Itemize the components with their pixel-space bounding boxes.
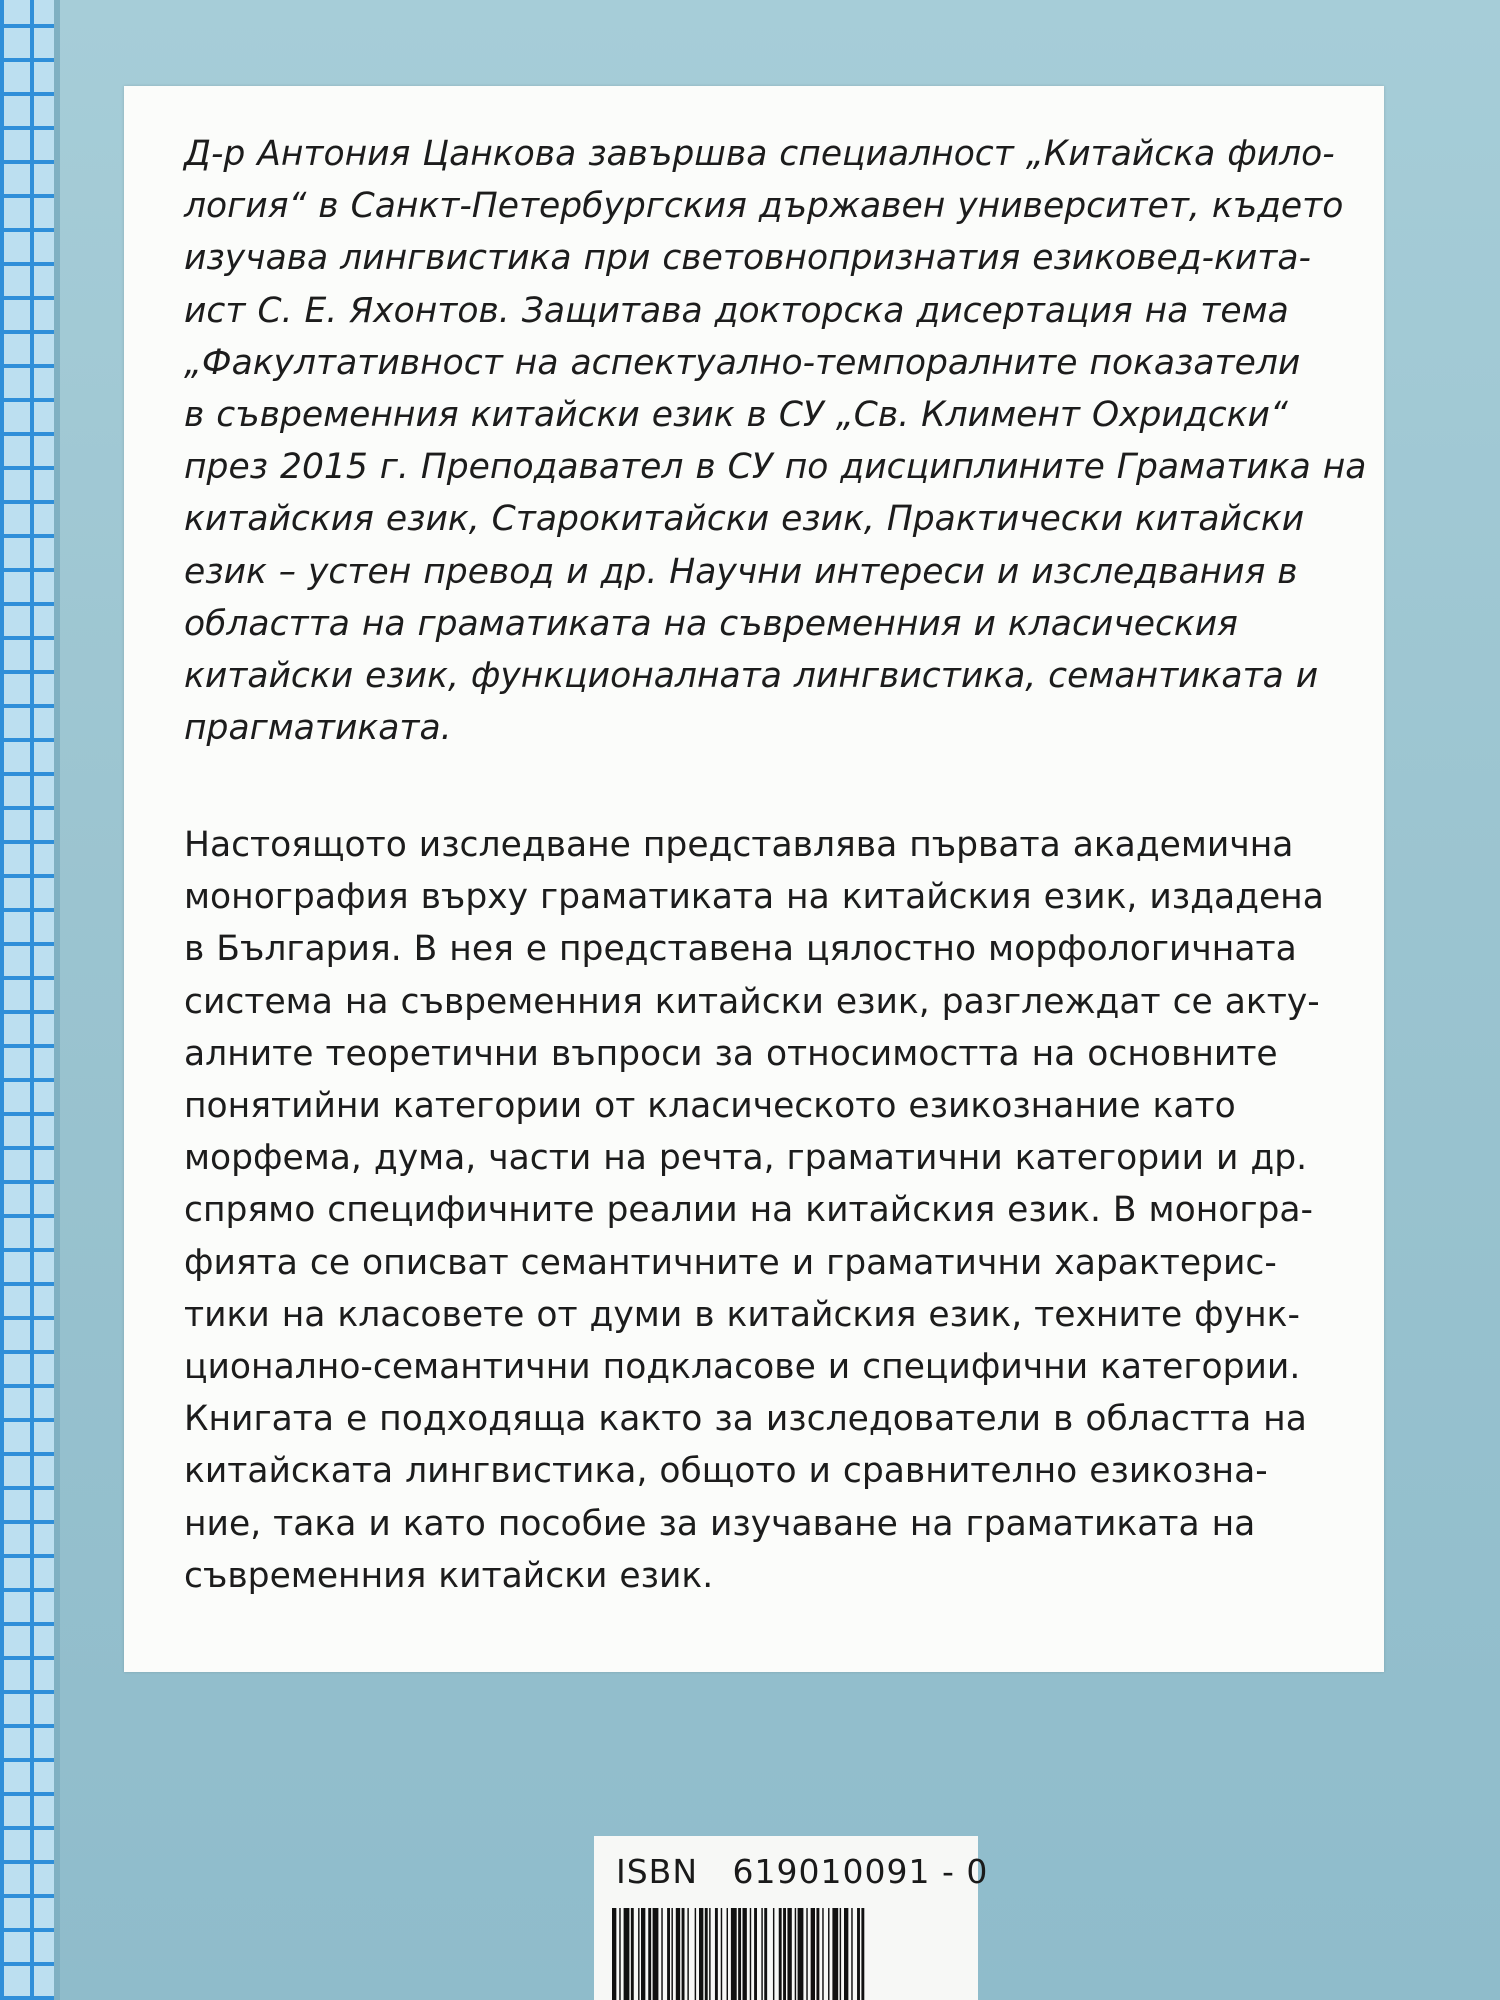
description-line: спрямо специфичните реалии на китайския език. В моногра- [184,1190,1313,1231]
bio-line: прагматиката. [184,708,452,749]
barcode-bar [721,1908,722,2000]
bio-line: китайски език, функционалната лингвистика, семантиката и [184,656,1319,697]
barcode-bar [624,1908,630,2000]
bio-line: „Факултативност на аспектуално-темпоралните показатели [184,342,1301,383]
barcode-bar [661,1908,662,2000]
barcode-bar [773,1908,774,2000]
description-line: съвременния китайски език. [184,1555,714,1596]
bio-line: китайския език, Старокитайски език, Практически китайски [184,499,1305,540]
description-line: китайската лингвистика, общото и сравнително езикозна- [184,1451,1268,1492]
barcode-bar [671,1908,672,2000]
grid-pattern-strip [0,0,54,2000]
barcode-bar [761,1908,762,2000]
barcode-bar [851,1908,852,2000]
barcode-bar [738,1908,741,2000]
barcode-bar [641,1908,645,2000]
barcode-bar [731,1908,737,2000]
bio-line: областта на граматиката на съвременния и класическия [184,603,1238,644]
barcode-bar [648,1908,651,2000]
description-line: морфема, дума, части на речта, граматични категории и др. [184,1138,1308,1179]
bio-line: изучава лингвистика при световнопризнатия езиковед-кита- [184,238,1311,279]
bio-line: Д-р Антония Цанкова завършва специалност „Китайска фило- [184,134,1335,174]
barcode-bar [840,1908,841,2000]
barcode-bar [806,1908,807,2000]
author-bio [184,128,1378,754]
barcode-bar [795,1908,796,2000]
description-line: система на съвременния китайски език, разглеждат се акту- [184,981,1320,1022]
description-line: монография върху граматиката на китайския език, издадена [184,877,1324,918]
description-line: понятийни категории от класическото езикознание като [184,1086,1236,1127]
barcode-bar [743,1908,747,2000]
barcode-bar [811,1908,815,2000]
barcode-bar [828,1908,829,2000]
barcode-bar [787,1908,791,2000]
barcode-bar [822,1908,823,2000]
description-line: в България. В нея е представена цялостно морфологичната [184,929,1297,970]
barcode-bar [750,1908,751,2000]
barcode-icon [612,1908,972,2000]
barcode-bar [699,1908,703,2000]
barcode-bar [857,1908,860,2000]
bio-line: в съвременния китайски език в СУ „Св. Климент Охридски“ [184,395,1288,436]
description-line: Настоящото изследване представлява първата академична [184,825,1294,865]
barcode-bar [612,1908,616,2000]
barcode-bar [682,1908,685,2000]
description-line: ционално-семантични подкласове и специфични категории. [184,1347,1301,1388]
barcode-bar [727,1908,728,2000]
barcode-bar [816,1908,819,2000]
barcode-bar [798,1908,804,2000]
description-line: алните теоретични въпроси за относимостта на основните [184,1033,1278,1074]
barcode-bar [783,1908,786,2000]
barcode-bar [764,1908,767,2000]
barcode-bar [709,1908,710,2000]
bio-line: ист С. Е. Яхонтов. Защитава докторска дисертация на тема [184,290,1289,331]
description-line: фията се описват семантичните и граматични характерис- [184,1242,1277,1283]
barcode-bar [619,1908,620,2000]
isbn-text [616,1852,988,1891]
isbn-number: 619010091 - 0 [732,1852,989,1891]
barcode-bar [695,1908,696,2000]
text-panel [124,86,1384,1672]
bio-line: логия“ в Санкт-Петербургския държавен университет, където [184,186,1344,227]
barcode-bar [676,1908,680,2000]
barcode-bar [638,1908,639,2000]
barcode-bar [667,1908,670,2000]
barcode-bar [779,1908,782,2000]
barcode-bar [861,1908,864,2000]
strip-edge [54,0,60,2000]
description-line: Книгата е подходяща както за изследователи в областта на [184,1399,1307,1440]
bio-line: език – устен превод и др. Научни интереси и изследвания в [184,551,1298,592]
barcode-bar [844,1908,848,2000]
barcode-bar [715,1908,718,2000]
barcode-bar [653,1908,659,2000]
book-description [184,819,1378,1602]
barcode-bar [705,1908,708,2000]
description-line: тики на класовете от думи в китайския език, техните функ- [184,1294,1300,1335]
barcode-bar [687,1908,688,2000]
isbn-barcode-label [594,1836,989,2000]
isbn-label: ISBN [616,1852,699,1891]
bio-line: през 2015 г. Преподавател в СУ по дисциплините Граматика на [184,447,1367,488]
description-line: ние, така и като пособие за изучаване на граматиката на [184,1503,1256,1544]
barcode-bar [631,1908,634,2000]
barcode-bar [832,1908,838,2000]
barcode-bar [754,1908,757,2000]
